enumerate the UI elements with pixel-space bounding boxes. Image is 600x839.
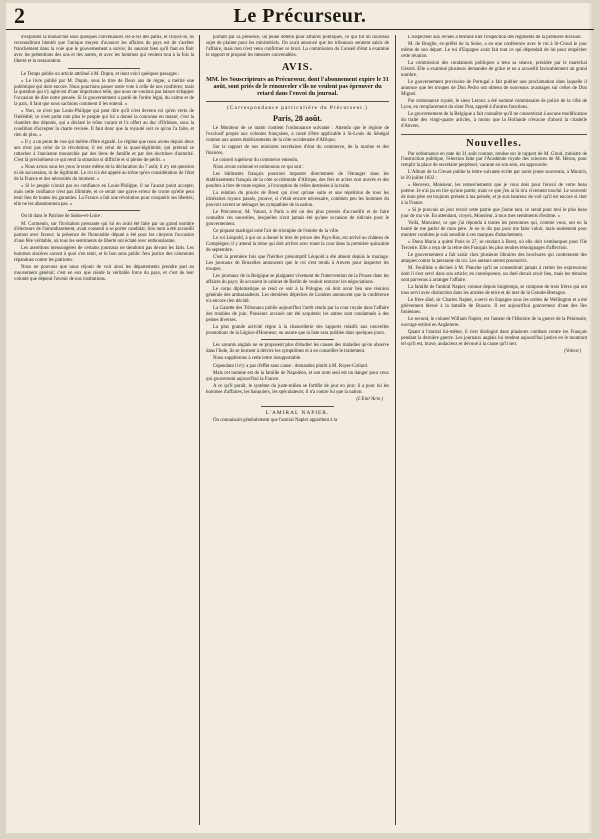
separator xyxy=(261,339,334,340)
article-paragraph: La famille de l'amiral Napier, connue depuis longtemps, se compose de trois frères qui ont tous servi avec distinction dans les armées de terre et de mer de la Grande-Bretagne. xyxy=(401,285,587,296)
separator xyxy=(68,68,140,69)
article-paragraph: « Le livre publié par M. Dupin, sous le titre de Deux ans de règne, a mérité une polémique qui dure encore. Nous pourrions passer notre vote à celle de nos confrères; mais la question qui s'y agite est d'une importance telle, que nous ne voulons pas laisser échapper l'occasion de dire notre pensée. Si le gouvernement a parlé de l'ordre légal, du calme et de la paix, il faut que nous sachions comment il les entend. » xyxy=(14,78,194,108)
article-paragraph: M. Feuillide a déclaré à M. Planche qu'il ne consentirait jamais à retirer les expressions dont il s'est servi dans son article; en conséquence, un duel devait avoir lieu, mais les témoins sont parvenus à arranger l'affaire. xyxy=(401,266,587,283)
article-paragraph: Le second, le colonel William Napier, est l'auteur de l'Histoire de la guerre de la Péninsule, ouvrage estimé en Angleterre. xyxy=(401,316,587,328)
article-paragraph: L'Album de la Creuse publie la lettre suivante écrite par notre jeune souverain, à Munich, le 20 juillet 1832 : xyxy=(401,170,587,182)
source-signature: (Voleur.) xyxy=(564,348,581,354)
article-paragraph: Le corps diplomatique se rend ce soir à la Pologne, où doit avoir lieu une réunion générale des ambassadeurs. Les dernières dépêches de Londres annoncent que la conférence n'a encore rien décidé. xyxy=(206,286,389,304)
nouvelles-heading: Nouvelles. xyxy=(466,137,522,149)
article-paragraph: Le conseil supérieur du commerce entendu, xyxy=(213,158,299,164)
article-paragraph: Le Temps publie un article attribué à M. Dupin, et dont voici quelques passages : xyxy=(21,71,180,77)
article-paragraph: On lit dans le Patriote de Saône-et-Loire : xyxy=(21,214,103,220)
separator xyxy=(401,134,587,135)
separator xyxy=(206,101,389,102)
article-paragraph: Nous supplierons à cette lettre insupportable. xyxy=(213,356,302,362)
article-paragraph: Le gouvernement a fait saisir chez plusieurs libraires des brochures qui contiennent des attaques contre la personne du roi. Les auteurs seront poursuivis. xyxy=(401,253,587,265)
article-paragraph: « Recevez, Monsieur, les remerciements que je vous dois pour l'envoi de votre beau poème. Je n'ai pu en lire qu'une partie; mais ce que j'en ai lu m'a vivement touché. Le souvenir de mon père est toujours présent à ma pensée, et je suis heureux de voir qu'il est encore si cher à la France. xyxy=(401,183,587,207)
article-paragraph: « Non, ce n'est pas Louis-Philippe qui peut dire qu'il n'est devenu roi qu'en vertu de l'hérédité; ce n'est point non plus le peuple qui lui a donné la couronne en masse; c'est la chambre des députés, qui a déclaré le trône vacant et l'a offert au duc d'Orléans, sous la condition d'accepter la charte revisée. Il faut donc que la royauté soit ce qu'on l'a faite, et rien de plus. » xyxy=(14,109,194,138)
article-paragraph: Sur le rapport de nos ministres secrétaires d'état du commerce, de la marine et des finances, xyxy=(206,145,389,156)
source-signature: (L'Entr'Acte.) xyxy=(356,396,383,402)
article-paragraph: Nous avons ordonné et ordonnons ce qui suit : xyxy=(213,165,304,171)
column-divider xyxy=(395,35,396,825)
article-paragraph: La Gazette des Tribunaux publie aujourd'hui l'arrêt rendu par la cour royale dans l'affaire des troubles de juin. Plusieurs accusés ont été acquittés; les autres sont condamnés à des peines diverses. xyxy=(206,305,389,323)
article-paragraph: portant par sa présence, un jeune détenu pour affaires politiques, ce qui fut un nouveau sujet de plainte pour les ministériels. On avait annoncé que les tribunaux seraient saisis de l'affaire, mais rien n'est venu confirmer ce bruit. La commission du Conseil d'état a examiné le rapport et proposé les mesures convenables. xyxy=(206,35,389,58)
column-1 xyxy=(14,35,194,827)
article-paragraph: La plus grande activité règne à la chancellerie des rapports relatifs aux nouvelles promotions de la Légion-d'Honneur; on assure que la liste sera publiée dans quelques jours. xyxy=(206,324,389,336)
article-paragraph: M. de Broglie, ex-préfet de la Seine, a eu une conférence avec le roi à St-Cloud le jour même de son départ. Le roi d'Espagne avait fait tout ce qui dépendait de lui pour empêcher cette réunion. xyxy=(401,42,587,59)
article-paragraph: M. Cormenin, sur l'invitation pressante qui lui en avait été faite par un grand nombre d'électeurs de l'arrondissement, avait consenti à se porter candidat. Son nom a été accueilli partout avec faveur; la présence de l'honorable député a été pour les citoyens l'occasion d'une fête véritable, où tous les sentiments de liberté ont éclaté avec enthousiasme. xyxy=(14,221,194,245)
avis-text: MM. les Souscripteurs au Précurseur, dont l'abonnement expire le 31 août, sont priés de le renouveler s'ils ne veulent pas éprouver du retard dans l'envoi du journal. xyxy=(206,75,389,97)
article-paragraph: « Nous avons sous les yeux le texte même de la déclaration du 7 août; il n'y est question ni de succession, ni de légitimité. Le roi n'a été appelé au trône qu'en considération de l'état de la France et des nécessités du moment. » xyxy=(14,164,194,182)
column-2 xyxy=(206,35,389,827)
newspaper-page xyxy=(6,3,594,833)
column-3 xyxy=(401,35,587,827)
article-paragraph: La relation du procès de Brest qui n'est qu'une suite et une répétition de tous les itinéraires royaux passés, prouve, si c'était encore nécessaire, combien peu les hommes du pouvoir savent se ménager les sympathies de la nation. xyxy=(206,191,389,208)
amiral-heading: L'AMIRAL NAPIER. xyxy=(265,409,330,416)
avis-heading: AVIS. xyxy=(281,61,314,73)
article-paragraph: Voilà, Monsieur, ce que j'ai répondu à toutes les personnes qui, comme vous, ont eu la bonté de me parler de mon père. Je ne le dis pas pour me faire valoir, mais seulement pour montrer combien je suis sensible à ces marques d'attachement. xyxy=(401,221,587,239)
article-paragraph: Les savants anglais ne se proposent plus d'étudier les causes des maladies qu'on observe dans l'Inde, ils se bornent à décrire les symptômes et à en conseiller le traitement. xyxy=(206,343,389,355)
article-paragraph: Cependant il n'y a pas d'effet sans cause : demandez plutôt à M. Royer-Collard. xyxy=(213,363,369,369)
correspondance-heading: (Correspondance particulière du Précurseur.) xyxy=(227,104,368,111)
article-paragraph: Ce piquant madrigal orné l'air de triomphe de l'entrée de la ville. xyxy=(213,228,340,234)
article-paragraph: A ce qu'il paraît, le système du juste-milieu se fortifie de jour en jour; il a pour lui les hommes d'affaires, les banquiers, les spéculateurs; il n'a contre lui que la nation. xyxy=(206,383,389,395)
article-paragraph: « Il y a un point de vue qui mérite d'être signalé. Le régime que nous avons depuis deux ans n'est pas celui de la révolution; il est celui de la quasi-légitimité, qui prétend se rattacher à l'ancienne monarchie par des liens de famille et par des doctrines d'autorité. C'est là précisément ce qui rend la situation si difficile et si pleine de périls. » xyxy=(14,140,194,163)
article-paragraph: « Dona Maria a quitté Paris le 27, se rendant à Brest, où elle doit s'embarquer pour l'île Terceire. Elle a reçu de la reine des Français les plus tendres témoignages d'affection. xyxy=(401,240,587,252)
article-paragraph: C'est la première fois que l'héritier présomptif Léopold a été absent depuis le mariage. Les journaux de Bruxelles annoncent que le roi s'est rendu à Anvers pour inspecter les troupes. xyxy=(206,254,389,272)
article-paragraph: Le roi Léopold, à qui on a donné le titre de prince des Pays-Bas, est arrivé au château de Compiègne; il y attend la reine qui doit arriver avec toute la cour dans la première quinzaine de septembre. xyxy=(206,236,389,253)
article-paragraph: Nous ne pouvons que nous réjouir de voir ainsi les départements prendre part au mouvement général; c'est en eux que réside la véritable force du pays, et c'est de leur volonté que dépend l'avenir de nos institutions. xyxy=(14,265,194,283)
article-paragraph: Par ordonnance en date du 31 août courant, rendue sur le rapport de M. Girod, ministre de l'instruction publique, l'élection faite par l'Académie royale des sciences de M. Héron, pour remplir la place de secrétaire perpétuel, vacante en son sein, est approuvée. xyxy=(401,151,587,169)
article-paragraph: Le Précurseur, M. Vatout, à Paris a été un des plus pressés d'accueillir et de faire connaître ces nouvelles, lesquelles n'ont jamais été qu'une occasion de ridicule pour le gouvernement. xyxy=(206,210,389,227)
article-paragraph: Le gouvernement de la Belgique a fait connaître qu'il ne consentirait à aucune modification du traité des vingt-quatre articles, à moins que la Hollande n'évacue d'abord la citadelle d'Anvers. xyxy=(401,111,587,129)
masthead xyxy=(6,3,594,30)
article-paragraph: La commission des condamnés politiques a tenu sa séance, présidée par le maréchal Gérard. Elle a examiné plusieurs demandes de grâce et en a accueilli favorablement un grand nombre. xyxy=(401,61,587,78)
article-paragraph: Par ordonnance royale, le sieur Leroux a été nommé commissaire de police de la ville de Lyon, en remplacement du sieur Prat, appelé à d'autres fonctions. xyxy=(401,98,587,110)
article-paragraph: Le gouvernement provisoire de Portugal a fait publier une proclamation dans laquelle il annonce que les troupes de Don Pedro ont obtenu de nouveaux avantages sur celles de Don Miguel. xyxy=(401,79,587,97)
article-paragraph: Quant à l'amiral lui-même, il s'est distingué dans plusieurs combats contre les Français pendant la dernière guerre. Les journaux anglais lui rendent aujourd'hui justice en le montrant tel qu'il est, brave, audacieux et dévoué à la cause qu'il sert. xyxy=(401,329,587,347)
separator xyxy=(261,406,334,407)
article-paragraph: Le Moniteur de ce matin contient l'ordonnance suivante : Attendu que le régime de l'exclusif propre aux colonies françaises, a cessé d'être applicable à St-Louis du Sénégal comme aux autres établissements de la côte occidentale d'Afrique; xyxy=(206,126,389,143)
article-paragraph: « Si le peuple n'avait pas eu confiance en Louis-Philippe, il ne l'aurait point accepté; mais cette confiance n'est pas illimitée, et ce serait une grave erreur de croire qu'elle peut tenir lieu de toutes les garanties. La France a fait une révolution pour conquérir ses libertés; elle ne les abandonnera pas. » xyxy=(14,183,194,207)
article-paragraph: Le frère aîné, sir Charles Napier, a servi en Espagne sous les ordres de Wellington et a été grièvement blessé à la bataille de Busaco. Il est aujourd'hui gouverneur d'une des îles Ioniennes. xyxy=(401,298,587,315)
article-paragraph: d'exploiter la monarchie sous quelques convenances vis-à-vis des partis, et croyez-le, ils reconnaîtront bientôt que l'unique moyen d'avancer les affaires du pays est de s'arrêter franchement dans la voie que le gouvernement a suivie; ils sauront bien qu'il faut en finir avec les prétentions des uns et des autres, et avec les hommes qui veulent tout à la fois la liberté et la restauration. xyxy=(14,35,194,64)
column-divider xyxy=(199,35,200,825)
page-fold-shadow xyxy=(588,3,594,833)
article-paragraph: Les bâtiments français pourront importer directement de l'étranger dans les établissements français de la côte occidentale d'Afrique, des fers et aciers non ouvrés et des poudres à tirer de toute espèce, à l'exception de celles destinées à la traite. xyxy=(206,172,389,190)
article-paragraph: Les journaux de la Belgique se plaignent vivement de l'intervention de la Prusse dans les affaires du pays; ils accusent le cabinet de Berlin de vouloir entraver les négociations. xyxy=(206,273,389,285)
separator xyxy=(68,210,140,211)
newspaper-title: Le Précurseur. xyxy=(233,5,367,27)
page-number: 2 xyxy=(14,3,25,28)
article-paragraph: Mais cet homme est de la famille de Napoléon, et son nom seul est un danger pour ceux qui gouvernent aujourd'hui la France. xyxy=(206,370,389,382)
article-paragraph: On connaissait généralement que l'amiral Napier appartient à la xyxy=(213,418,338,424)
dateline: Paris, 28 août. xyxy=(273,114,322,124)
article-paragraph: L'inspecteur aux revues a terminé hier l'inspection des régiments de la première division. xyxy=(408,35,582,40)
article-paragraph: Les assertions mensongères de certains journaux ne tiendront pas devant les faits. Les hommes sincères savent à quoi s'en tenir, et le bon sens public fera justice des calomnies répandues contre les patriotes. xyxy=(14,246,194,264)
article-paragraph: « Si je pouvais un jour revoir cette patrie que j'aime tant, ce serait pour moi le plus beau jour de ma vie. En attendant, croyez, Monsieur, à tous mes sentiments d'estime. » xyxy=(401,208,587,220)
